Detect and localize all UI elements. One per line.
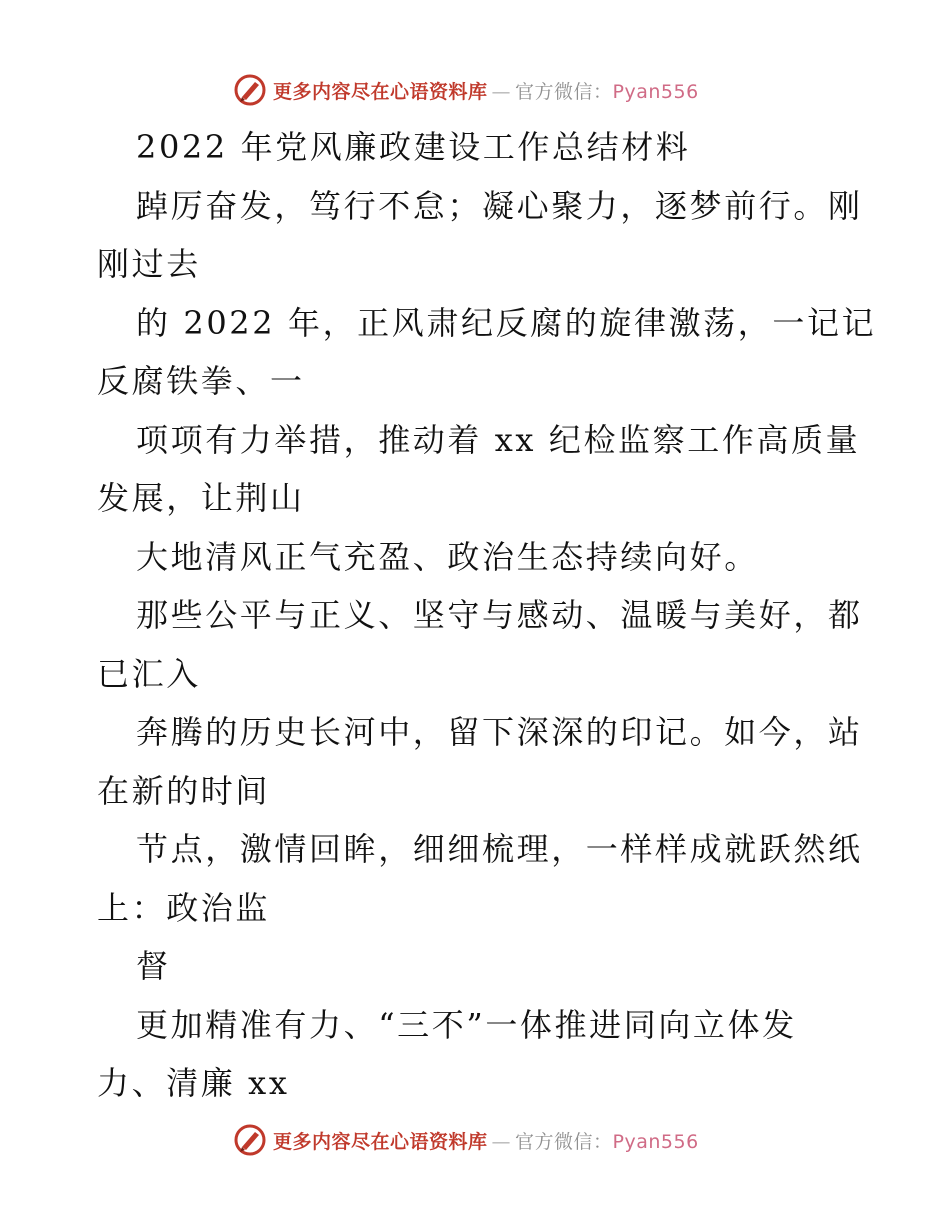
document-line: 项项有力举措，推动着 xx 纪检监察工作高质量 [136, 420, 861, 459]
document-line: 大地清风正气充盈、政治生态持续向好。 [136, 537, 759, 576]
document-line: 更加精准有力、“三不”一体推进同向立体发 [136, 1005, 797, 1044]
watermark-official-label: 官方微信： [515, 80, 613, 103]
document-line: 那些公平与正义、坚守与感动、温暖与美好，都 [136, 596, 863, 634]
document-line: 上：政治监 [97, 888, 271, 927]
document-line: 刚过去 [97, 245, 201, 283]
document-line: 发展，让荆山 [97, 479, 305, 517]
pen-seal-icon [233, 1123, 267, 1157]
watermark-separator: — [491, 80, 512, 103]
document-line: 已汇入 [97, 654, 201, 693]
document-title: 2022 年党风廉政建设工作总结材料 [136, 128, 691, 166]
document-line: 督 [136, 947, 171, 985]
document-body [97, 118, 877, 1113]
document-line: 的 2022 年，正风肃纪反腐的旋律激荡，一记记 [136, 303, 877, 342]
watermark-handle: Pyan556 [612, 1130, 699, 1153]
watermark-banner-top [233, 70, 753, 110]
watermark-separator: — [491, 1130, 512, 1153]
document-line: 力、清廉 xx [97, 1064, 290, 1102]
watermark-brand: 更多内容尽在心语资料库 [273, 80, 488, 103]
document-line: 反腐铁拳、一 [97, 362, 305, 400]
watermark-banner-bottom [233, 1120, 753, 1160]
pen-seal-icon [233, 73, 267, 107]
watermark-brand: 更多内容尽在心语资料库 [273, 1130, 488, 1153]
document-line: 奔腾的历史长河中，留下深深的印记。如今，站 [136, 713, 863, 751]
document-line: 踔厉奋发，笃行不怠；凝心聚力，逐梦前行。刚 [136, 186, 863, 225]
watermark-text [273, 77, 699, 104]
document-line: 在新的时间 [97, 771, 271, 810]
document-line: 节点，激情回眸，细细梳理，一样样成就跃然纸 [136, 830, 863, 868]
watermark-handle: Pyan556 [612, 80, 699, 103]
watermark-text [273, 1127, 699, 1154]
watermark-official-label: 官方微信： [515, 1130, 613, 1153]
